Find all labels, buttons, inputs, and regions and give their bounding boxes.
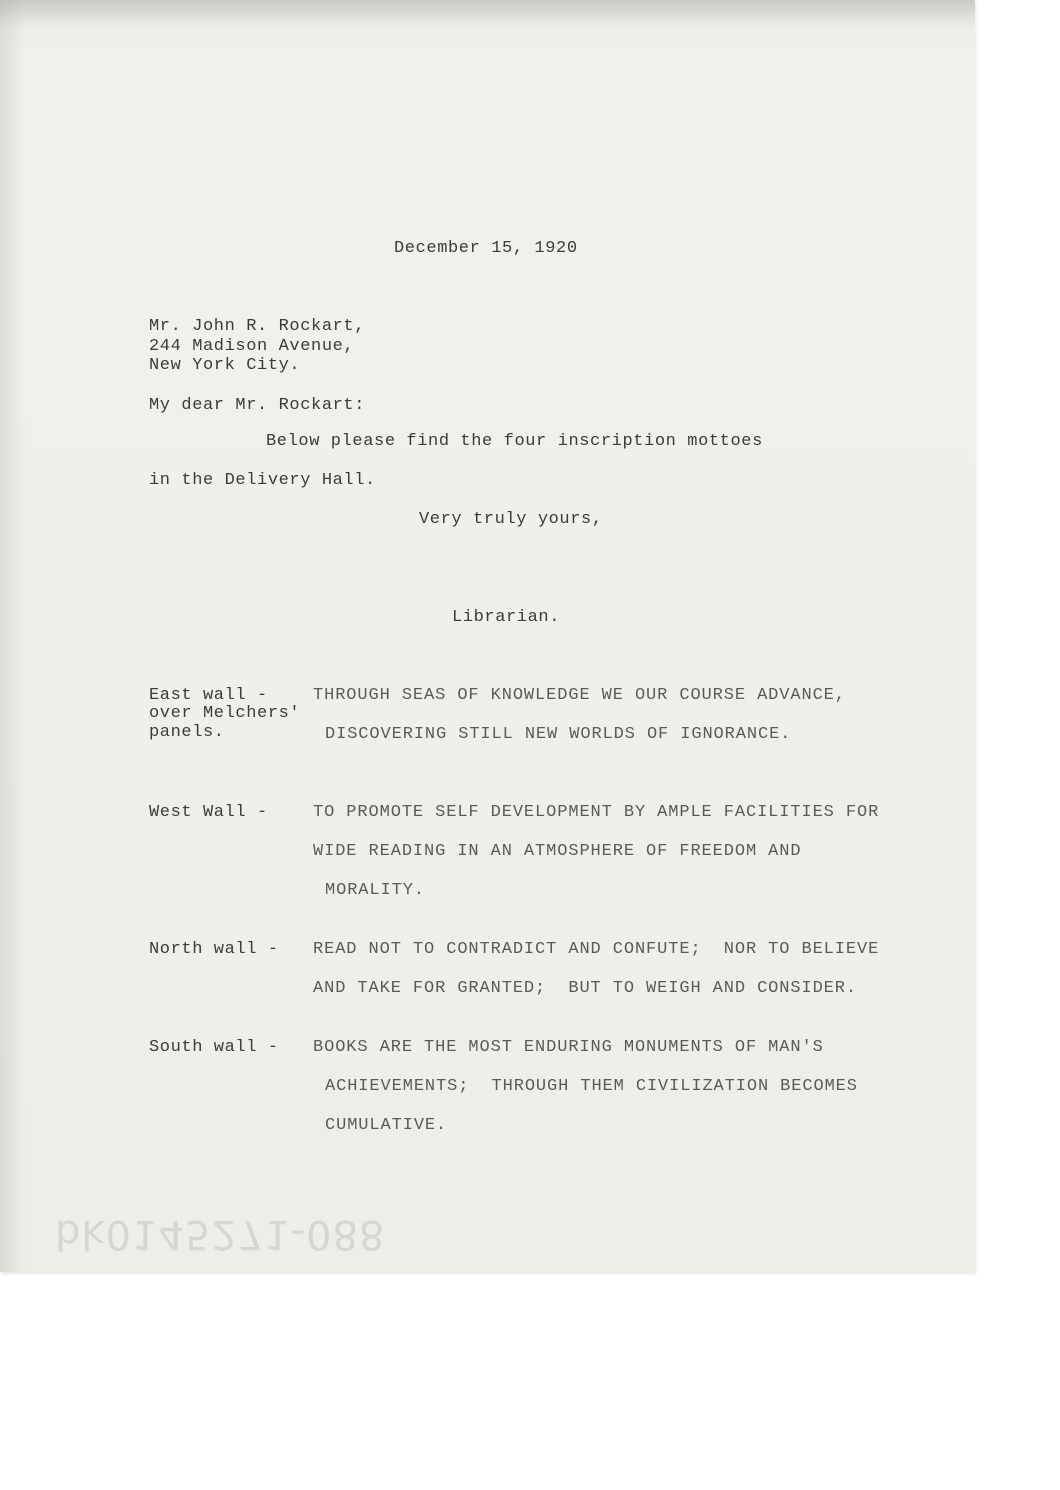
west-motto-line-1: TO PROMOTE SELF DEVELOPMENT BY AMPLE FACILITIES FOR [313, 803, 880, 822]
north-wall-label: North wall - [149, 940, 279, 959]
archive-stamp: bk0145271-088 [55, 1211, 386, 1257]
page-top-shadow [0, 0, 975, 30]
west-wall-label: West Wall - [149, 803, 268, 822]
letter-date: December 15, 1920 [394, 239, 578, 258]
recipient-street: 244 Madison Avenue, [149, 337, 355, 356]
recipient-name: Mr. John R. Rockart, [149, 317, 366, 336]
signature-title: Librarian. [452, 608, 561, 627]
body-line-2: in the Delivery Hall. [149, 471, 376, 490]
body-line-1: Below please find the four inscription mottoes [266, 432, 763, 451]
east-wall-sublabel-2: panels. [149, 723, 225, 742]
south-motto-line-1: BOOKS ARE THE MOST ENDURING MONUMENTS OF MAN'S [313, 1038, 824, 1057]
page-left-shadow [0, 0, 26, 1272]
east-wall-sublabel: over Melchers' [149, 704, 301, 723]
north-motto-line-2: AND TAKE FOR GRANTED; BUT TO WEIGH AND CONSIDER. [313, 979, 857, 998]
south-wall-label: South wall - [149, 1038, 279, 1057]
east-wall-label: East wall - [149, 686, 268, 705]
south-motto-line-3: CUMULATIVE. [325, 1116, 448, 1135]
north-motto-line-1: READ NOT TO CONTRADICT AND CONFUTE; NOR TO BELIEVE [313, 940, 880, 959]
salutation: My dear Mr. Rockart: [149, 396, 366, 415]
west-motto-line-2: WIDE READING IN AN ATMOSPHERE OF FREEDOM AND [313, 842, 802, 861]
recipient-city: New York City. [149, 356, 301, 375]
closing: Very truly yours, [419, 510, 603, 529]
east-motto-line-2: DISCOVERING STILL NEW WORLDS OF IGNORANCE. [325, 725, 792, 744]
east-motto-line-1: THROUGH SEAS OF KNOWLEDGE WE OUR COURSE ADVANCE, [313, 686, 846, 705]
west-motto-line-3: MORALITY. [325, 881, 425, 900]
south-motto-line-2: ACHIEVEMENTS; THROUGH THEM CIVILIZATION BECOMES [325, 1077, 858, 1096]
